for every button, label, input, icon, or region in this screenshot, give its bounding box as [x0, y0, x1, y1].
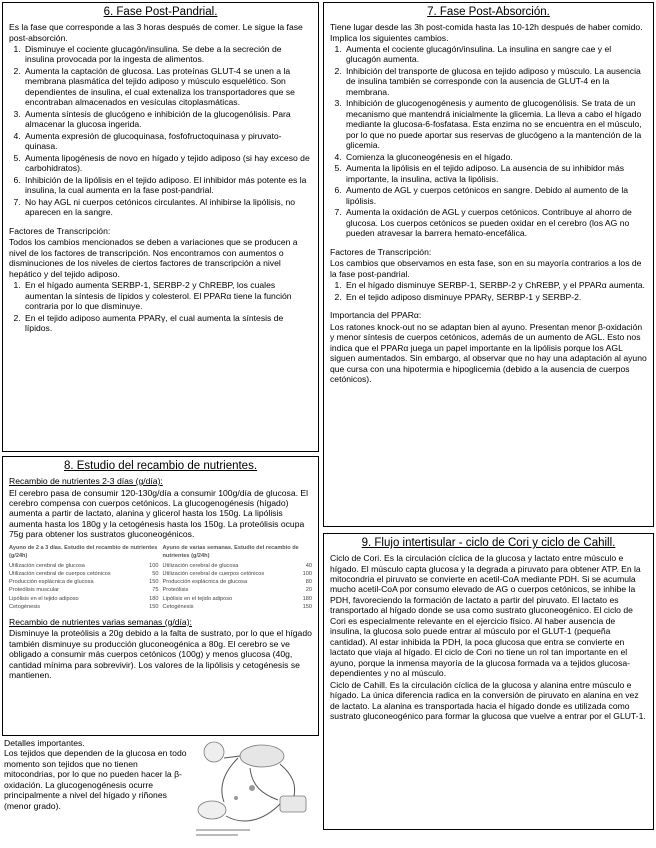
- section-7-post-absorption: [323, 2, 654, 527]
- cahill-cycle-text: Ciclo de Cahill. Es la circulación cíclica de la glucosa y alanina entre músculo e hígado. La única diferencia radica en la conversión de piruvato en alanina en vez de lactato. La alanina es transportada hacia el hígado donde es utilizada como sustrato gluconeogénico para formar la glucosa que vuelve a entrar por el GLUT-1.: [330, 679, 646, 722]
- list-item: 1. En el hígado disminuye SERBP-1, SERBP-2 y ChREBP, y el PPARα aumenta.: [344, 280, 647, 290]
- section-6-factors-heading: Factores de Transcripción:: [9, 225, 111, 236]
- section-8-title: 8. Estudio del recambio de nutrientes.: [63, 460, 258, 472]
- table-row: Producción esplácnica de glucosa 80: [162, 579, 312, 586]
- section-7-factors-list: [330, 280, 647, 302]
- table-row: Cetogénesis 150: [162, 603, 312, 610]
- table-row: Utilización cerebral de cuerpos cetónicos 100: [162, 571, 312, 578]
- section-8-nutrient-turnover: [2, 456, 319, 736]
- muscle-shape: [280, 796, 306, 812]
- list-item: 2. Inhibición del transporte de glucosa en tejido adiposo y músculo. La ausencia de insulina también se corresponde con la ausencia de GLUT-4 en la membrana.: [344, 66, 647, 97]
- list-item: 5. Aumenta la lipólisis en el tejido adiposo. La ausencia de su inhibidor más importante, la insulina, activa la lipólisis.: [344, 163, 647, 184]
- table-title: Ayuno de varias semanas. Estudio del recambio de nutrientes (g/24h): [162, 544, 299, 560]
- table-row: Proteólisis 20: [162, 587, 312, 594]
- ppar-heading: Importancia del PPARα:: [330, 310, 422, 321]
- table-row: Utilización cerebral de cuerpos cetónicos 50: [9, 571, 159, 578]
- cycle-arrow: [250, 768, 278, 800]
- cycle-arrow: [222, 758, 238, 802]
- section-7-factors-text: Los cambios que observamos en esta fase, son en su mayoría contrarios a los de la fase post-pandrial.: [330, 258, 642, 279]
- section-6-list: [9, 44, 312, 218]
- table-row: Lipólisis en el tejido adiposo 180: [162, 595, 312, 602]
- section-6-title: 6. Fase Post-Pandrial.: [103, 6, 218, 18]
- list-item: 4. Comienza la gluconeogénesis en el hígado.: [344, 152, 647, 162]
- cori-cycle-diagram: [190, 736, 316, 840]
- list-item: 1. En el hígado aumenta SERBP-1, SERBP-2 y ChREBP, los cuales aumentan la síntesis de lípidos y colesterol. El PPARα tiene la función contraria por lo que disminuye.: [23, 280, 312, 311]
- section-6-post-prandial: [2, 2, 319, 452]
- section-6-factors-text: Todos los cambios mencionados se deben a variaciones que se producen a nivel de los factores de transcripción. Nos encontramos con aumentos o disminuciones de los niveles de ciertos factores de transcripción a nivel hepático y del tejido adiposo.: [9, 237, 298, 279]
- adipose-shape: [198, 801, 226, 819]
- section-7-title: 7. Fase Post-Absorción.: [427, 6, 550, 18]
- brain-shape: [204, 742, 224, 762]
- section-7-list: [330, 44, 647, 239]
- table-row: Producción esplácnica de glucosa 150: [9, 579, 159, 586]
- section-9-cori-cahill: [323, 533, 654, 830]
- table-row: Lipólisis en el tejido adiposo 180: [9, 595, 159, 602]
- cycle-arrow: [226, 804, 280, 821]
- list-item: 1. Aumenta el cociente glucagón/insulina. La insulina en sangre cae y el glucagón aumenta.: [344, 44, 647, 65]
- list-item: 3. Inhibición de glucogenogénesis y aumento de glucogenólisis. Se trata de un mecanismo que mantendrá inicialmente la glicemia. La lleva a cabo el hígado mediante la glucosa-6-fosfatasa. Esta enzima no se encuentra en el músculo, por lo que no puede aportar sus reservas de glucógeno a la mantención de la glicemia.: [344, 98, 647, 150]
- list-item: 4. Aumenta expresión de glucoquinasa, fosfofructoquinasa y piruvato-quinasa.: [23, 131, 312, 152]
- important-details: [4, 738, 190, 811]
- node-dot: [234, 796, 238, 800]
- section-7-factors-heading: Factores de Transcripción:: [330, 246, 432, 257]
- list-item: 3. Aumenta síntesis de glucógeno e inhibición de la glucogenólisis. Para almacenar la glucosa ingerida.: [23, 109, 312, 130]
- table-row: Utilización cerebral de glucosa 40: [162, 563, 312, 570]
- list-item: 7. No hay AGL ni cuerpos cetónicos circulantes. Al inhibirse la lipólisis, no aparecen en la sangre.: [23, 197, 312, 218]
- turnover-table-weeks: [163, 544, 313, 611]
- section-9-title: 9. Flujo intertisular - ciclo de Cori y ciclo de Cahill.: [361, 537, 616, 549]
- list-item: 6. Inhibición de la lipólisis en el tejido adiposo. El inhibidor más potente es la insulina, la cual aumenta en la fase post-pandrial.: [23, 175, 312, 196]
- list-item: 2. En el tejido adiposo disminuye PPARγ, SERBP-1 y SERBP-2.: [344, 292, 647, 302]
- section-6-factors-list: [9, 280, 312, 333]
- turnover-weeks-text: Disminuye la proteólisis a 20g debido a la falta de sustrato, por lo que el hígado también disminuye su producción gluconeogénica a 80g. El cerebro se ve obligado a consumir más cuerpos cetónicos (100g) y menos glucosa (40g, cantidad mínima para sobrevivir). Los valores de la lipólisis y cetogénesis se mantienen.: [9, 628, 312, 681]
- list-item: 6. Aumento de AGL y cuerpos cetónicos en sangre. Debido al aumento de la lipólisis.: [344, 185, 647, 206]
- table-row: Utilización cerebral de glucosa 100: [9, 563, 159, 570]
- table-title: Ayuno de 2 a 3 días. Estudio del recambio de nutrientes (g/24h): [9, 544, 158, 560]
- table-row: Proteólisis muscular 75: [9, 587, 159, 594]
- details-title: Detalles importantes.: [4, 738, 85, 748]
- liver-shape: [240, 745, 284, 767]
- table-row: Cetogénesis 150: [9, 603, 159, 610]
- section-7-intro: Tiene lugar desde las 3h post-comida hasta las 10-12h después de haber comido. Implica los siguientes cambios.: [330, 22, 643, 43]
- turnover-tables-image: [9, 544, 312, 611]
- ppar-text: Los ratones knock-out no se adaptan bien al ayuno. Presentan menor β-oxidación y menor síntesis de cuerpos cetónicos, además de un aumento de AGL. Esto nos indica que el PPARα juega un papel importante en la lipólisis porque los AGL siguen aumentados. Sin embargo, al observar que no hay una adaptación al ayuno que cursa con una hipotermia e hipoglicemia (debido a la ausencia de cuerpos cetónicos).: [330, 321, 647, 385]
- list-item: 5. Aumenta lipogénesis de novo en hígado y tejido adiposo (si hay exceso de carbohidratos).: [23, 153, 312, 174]
- turnover-2-3-days-text: El cerebro pasa de consumir 120-130g/día a consumir 100g/día de glucosa. El cerebro compensa con cuerpos cetónicos. La glucogenogénesis (hígado) aumenta a partir de lactato, alanina y glicerol hasta los 150g. La lipólisis aumenta hasta los 180g y la cetogénesis hasta los 150g. La proteólisis ocupa 75g para obtener los sustratos gluconeogénicos.: [9, 487, 309, 540]
- node-dot: [249, 785, 255, 791]
- list-item: 2. En el tejido adiposo aumenta PPARγ, el cual aumenta la síntesis de lípidos.: [23, 313, 312, 334]
- section-6-intro: Es la fase que corresponde a las 3 horas después de comer. Le sigue la fase post-absorción.: [9, 22, 303, 43]
- turnover-table-2-3-days: [9, 544, 159, 611]
- cori-cycle-text: Ciclo de Cori. Es la circulación cíclica de la glucosa y lactato entre músculo e hígado. El músculo capta glucosa y la degrada a piruvato para obtener ATP. En la mitocondria el piruvato se convierte en acetil-CoA mediante PDH. Si se acumula mucho acetil-CoA por consumo elevado de AG o cuerpos cetónicos, se inhibe la PDH, favoreciendo la formación de lactato a partir del piruvato. El lactato es transportado al hígado donde se usa como sustrato gluconeogénico. El ciclo de Cori es especialmente relevante en el ejercicio físico. Al haber ausencia de insulina, la glucosa solo puede entrar al músculo por el GLUT-1 (pequeña cantidad). Al estar inhibida la PDH, la poca glucosa que entra se convierte en lactato que viaja al hígado. El ciclo de Cori no tiene un rol tan importante en el ayuno, porque la inmensa mayoría de la glucosa formada va a tejidos glucosa-dependientes y no al músculo.: [330, 553, 641, 679]
- turnover-2-3-days-heading: Recambio de nutrientes 2-3 días (g/día):: [9, 476, 163, 487]
- list-item: 2. Aumenta la captación de glucosa. Las proteínas GLUT-4 se unen a la membrana plasmática del tejido adiposo y músculo esquelético. Son dependientes de insulina, el cual extenaliza los transportadores que se encontraban almacenados en vesículas citoplasmáticas.: [23, 66, 312, 108]
- cycle-arrow: [280, 764, 295, 796]
- details-text: Los tejidos que dependen de la glucosa en todo momento son tejidos que no tienen mitocondrias, por lo que no pueden hacer la β-oxidación. La glucogenogénesis ocurre principalmente a nivel del hígado y riñones (menor grado).: [4, 748, 187, 811]
- turnover-weeks-heading: Recambio de nutrientes varias semanas (g/día):: [9, 616, 192, 627]
- list-item: 1. Disminuye el cociente glucagón/insulina. Se debe a la secreción de insulina provocada por la ingesta de alimentos.: [23, 44, 312, 65]
- list-item: 7. Aumenta la oxidación de AGL y cuerpos cetónicos. Contribuye al ahorro de glucosa. Los cuerpos cetónicos se pueden oxidar en el cerebro (los AG no pueden atravesar la barrera hemato-encefálica.: [344, 207, 647, 238]
